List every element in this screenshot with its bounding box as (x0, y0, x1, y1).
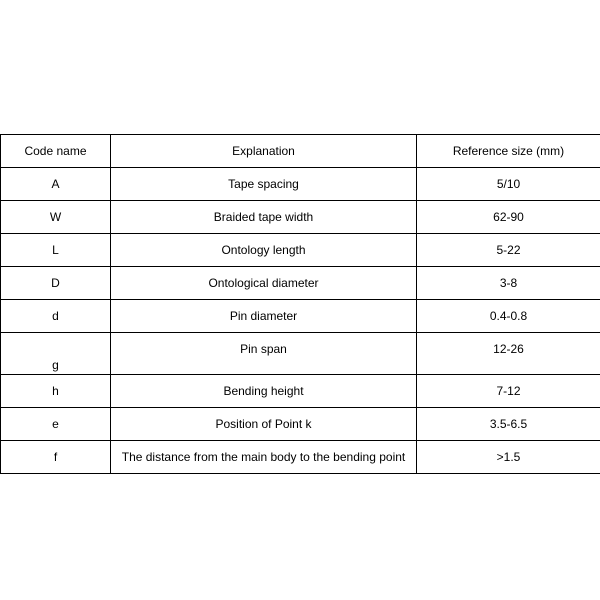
code-cell: D (1, 267, 111, 300)
reference-cell: 62-90 (417, 201, 600, 234)
header-reference-size: Reference size (mm) (417, 135, 600, 168)
code-cell: e (1, 408, 111, 441)
code-cell: W (1, 201, 111, 234)
code-cell: A (1, 168, 111, 201)
explanation-cell: Ontology length (111, 234, 417, 267)
reference-cell: 3-8 (417, 267, 600, 300)
table-row (1, 441, 600, 474)
reference-cell: >1.5 (417, 441, 600, 474)
header-explanation: Explanation (111, 135, 417, 168)
table-row (1, 333, 600, 375)
table-row (1, 375, 600, 408)
reference-cell: 12-26 (417, 333, 600, 375)
header-code-name: Code name (1, 135, 111, 168)
table-row (1, 267, 600, 300)
explanation-cell: Tape spacing (111, 168, 417, 201)
explanation-cell: Braided tape width (111, 201, 417, 234)
code-cell: h (1, 375, 111, 408)
explanation-cell: Pin span (111, 333, 417, 375)
table-row (1, 201, 600, 234)
code-cell: f (1, 441, 111, 474)
reference-cell: 5/10 (417, 168, 600, 201)
explanation-cell: Ontological diameter (111, 267, 417, 300)
table-row (1, 408, 600, 441)
reference-cell: 3.5-6.5 (417, 408, 600, 441)
header-row (1, 135, 600, 168)
table-body (1, 168, 600, 474)
reference-cell: 0.4-0.8 (417, 300, 600, 333)
reference-cell: 7-12 (417, 375, 600, 408)
table-row (1, 300, 600, 333)
reference-cell: 5-22 (417, 234, 600, 267)
table-row (1, 234, 600, 267)
code-cell: g (1, 333, 111, 375)
code-cell: L (1, 234, 111, 267)
explanation-cell: Pin diameter (111, 300, 417, 333)
table-header (1, 135, 600, 168)
explanation-cell: Bending height (111, 375, 417, 408)
explanation-cell: The distance from the main body to the bending point (111, 441, 417, 474)
reference-size-table (0, 134, 600, 474)
table-row (1, 168, 600, 201)
code-cell: d (1, 300, 111, 333)
explanation-cell: Position of Point k (111, 408, 417, 441)
